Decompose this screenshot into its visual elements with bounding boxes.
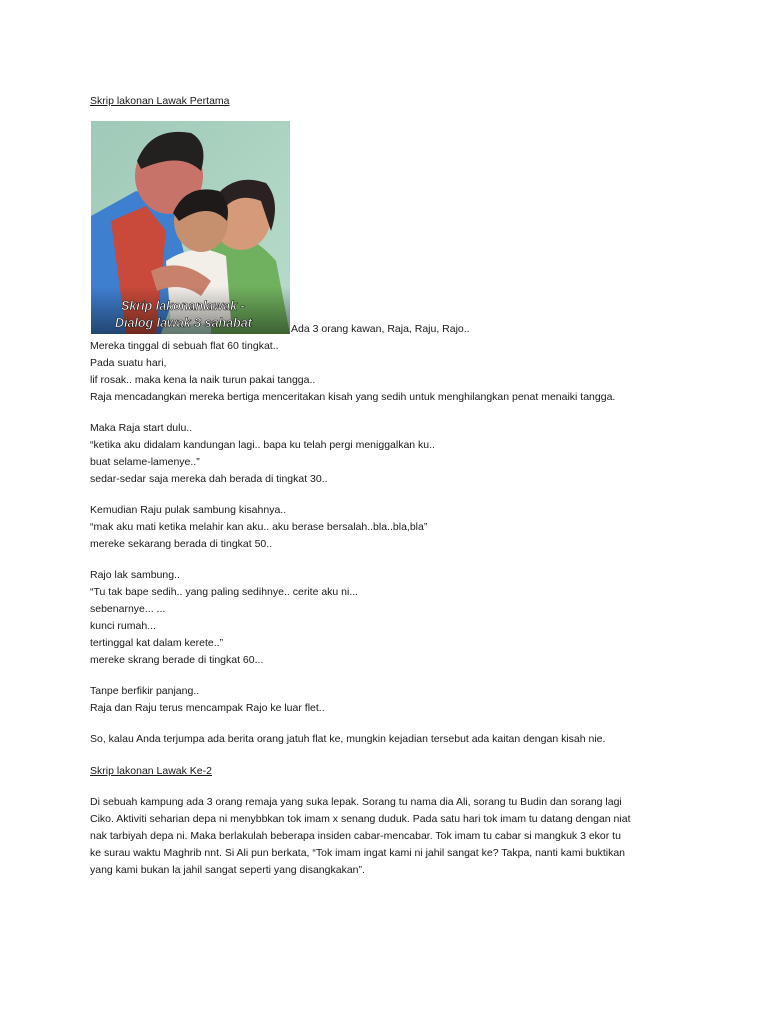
story1-line: Kemudian Raju pulak sambung kisahnya..	[90, 504, 287, 516]
image-caption-line1: Skrip lakonanlawak -	[121, 299, 245, 313]
story1-line: “mak aku mati ketika melahir kan aku.. aku berase bersalah..bla..bla,bla”	[90, 521, 428, 533]
story1-line: “ketika aku didalam kandungan lagi.. bapa ku telah pergi meniggalkan ku..	[90, 439, 435, 451]
story2-line: Ciko. Aktiviti seharian depa ni menybbkan tok imam x senang duduk. Pada satu hari tok imam tu datang dengan niat	[90, 813, 631, 825]
story1-line: Raja dan Raju terus mencampak Rajo ke luar flet..	[90, 702, 325, 714]
painting-image	[91, 121, 290, 334]
heading-second-script: Skrip lakonan Lawak Ke-2	[90, 765, 212, 777]
story1-line: sedar-sedar saja mereka dah berada di tingkat 30..	[90, 473, 328, 485]
story2-line: yang kami bukan la jahil sangat seperti yang disangkakan”.	[90, 864, 365, 876]
story1-line: Maka Raja start dulu..	[90, 422, 193, 434]
story1-line: tertinggal kat dalam kerete..”	[90, 637, 224, 649]
story1-line: Ada 3 orang kawan, Raja, Raju, Rajo..	[291, 323, 470, 335]
story1-line: mereke skrang berade di tingkat 60...	[90, 654, 264, 666]
story1-line: sebenarnye... ...	[90, 603, 166, 615]
story1-line: Mereka tinggal di sebuah flat 60 tingkat..	[90, 340, 279, 352]
story1-line: “Tu tak bape sedih.. yang paling sedihnye.. cerite aku ni...	[90, 586, 359, 598]
story1-line: Pada suatu hari,	[90, 357, 167, 369]
story1-line: lif rosak.. maka kena la naik turun pakai tangga..	[90, 374, 316, 386]
story1-line: kunci rumah...	[90, 620, 156, 632]
story2-line: ke surau waktu Maghrib nnt. Si Ali pun berkata, “Tok imam ingat kami ni jahil sangat ke? Takpa, nanti kami buktikan	[90, 847, 625, 859]
heading-first-script: Skrip lakonan Lawak Pertama	[90, 95, 230, 107]
story2-line: nak tarbiyah depa ni. Maka berlakulah beberapa insiden cabar-mencabar. Tok imam tu cabar si mangkuk 3 ekor tu	[90, 830, 621, 842]
story2-line: Di sebuah kampung ada 3 orang remaja yang suka lepak. Sorang tu nama dia Ali, sorang tu Budin dan sorang lagi	[90, 796, 622, 808]
image-caption-line2: Dialog lawak 3 sahabat	[115, 316, 252, 330]
story1-line: buat selame-lamenye..”	[90, 456, 200, 468]
story1-line: Rajo lak sambung..	[90, 569, 180, 581]
story1-line: So, kalau Anda terjumpa ada berita orang jatuh flat ke, mungkin kejadian tersebut ada kaitan dengan kisah nie.	[90, 733, 606, 745]
story1-line: mereke sekarang berada di tingkat 50..	[90, 538, 273, 550]
story-illustration	[91, 121, 290, 334]
story1-line: Tanpe berfikir panjang..	[90, 685, 200, 697]
story1-line: Raja mencadangkan mereka bertiga menceritakan kisah yang sedih untuk menghilangkan penat menaiki tangga.	[90, 391, 616, 403]
